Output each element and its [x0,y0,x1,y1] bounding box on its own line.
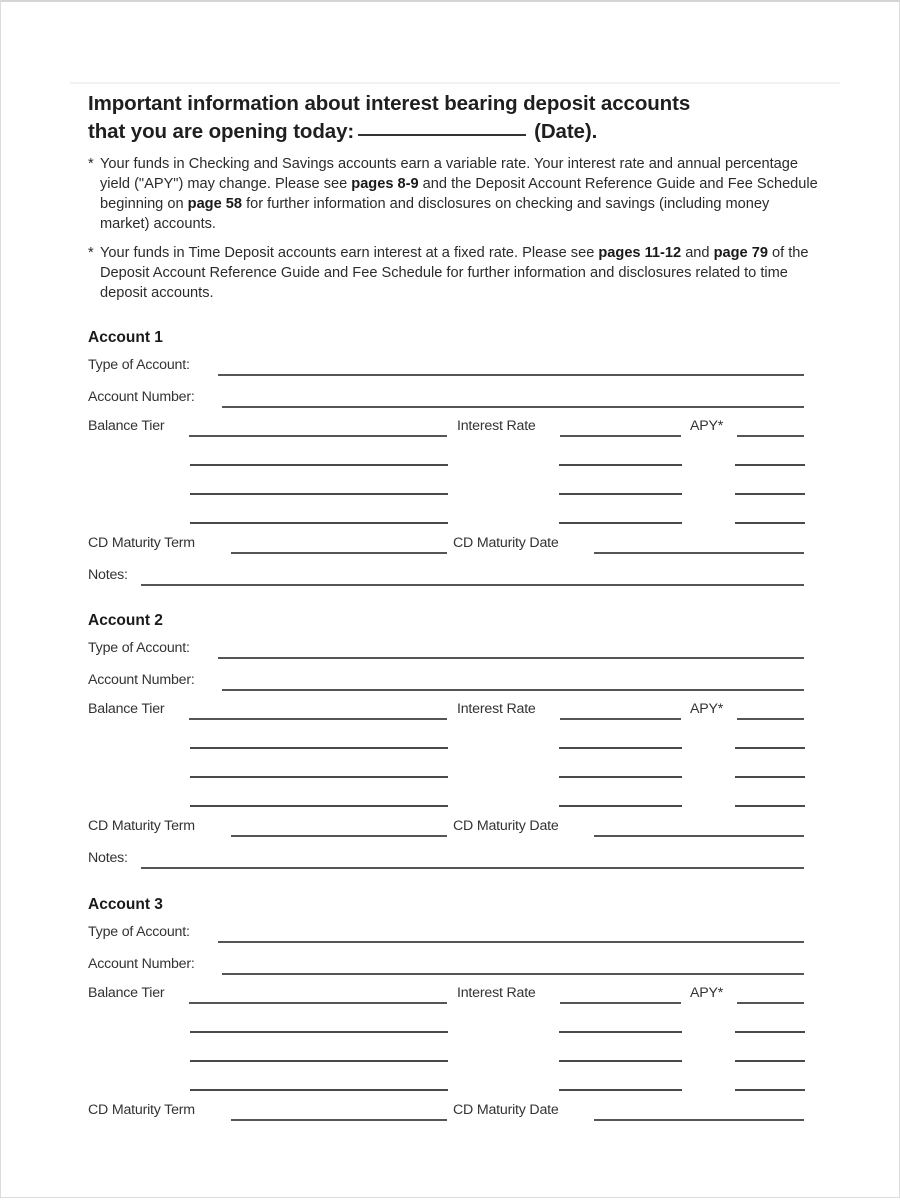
balance-tier-label: Balance Tier [88,701,165,717]
interest-rate-field-3[interactable] [559,776,682,778]
account-number-label: Account Number: [88,672,195,688]
account-title: Account 2 [88,612,163,629]
title-line-2-prefix: that you are opening today: [88,120,355,143]
interest-rate-field-1[interactable] [560,1002,681,1004]
type-of-account-label: Type of Account: [88,357,190,373]
interest-rate-label: Interest Rate [457,985,536,1001]
text-segment-bold: pages 11-12 [598,245,682,261]
balance-tier-field-3[interactable] [190,493,448,495]
bullet-text [88,154,818,234]
date-field[interactable] [358,134,526,136]
cd-maturity-term-field[interactable] [231,552,447,554]
balance-tier-label: Balance Tier [88,985,165,1001]
text-segment-bold: page 58 [187,196,243,212]
balance-tier-field-1[interactable] [189,435,447,437]
account-number-field[interactable] [222,689,804,691]
page-title [88,90,828,146]
notes-label: Notes: [88,567,128,583]
balance-tier-field-2[interactable] [190,747,448,749]
balance-tier-field-3[interactable] [190,1060,448,1062]
apy-label: APY* [690,701,724,717]
interest-rate-field-4[interactable] [559,805,682,807]
apy-field-1[interactable] [737,1002,804,1004]
balance-tier-field-4[interactable] [190,805,448,807]
apy-label: APY* [690,985,724,1001]
cd-maturity-date-label: CD Maturity Date [453,1102,559,1118]
account-number-label: Account Number: [88,956,195,972]
title-line-2 [88,118,828,146]
notes-field[interactable] [141,867,804,869]
text-segment: for further information and disclosures on checking and savings (including money market) accounts. [100,196,770,232]
top-divider [70,82,840,84]
interest-rate-field-3[interactable] [559,1060,682,1062]
cd-maturity-date-label: CD Maturity Date [453,535,559,551]
balance-tier-field-4[interactable] [190,522,448,524]
notes-label: Notes: [88,850,128,866]
apy-field-1[interactable] [737,718,804,720]
interest-rate-field-1[interactable] [560,718,681,720]
balance-tier-field-2[interactable] [190,1031,448,1033]
cd-maturity-term-field[interactable] [231,1119,447,1121]
type-of-account-label: Type of Account: [88,640,190,656]
type-of-account-label: Type of Account: [88,924,190,940]
account-number-field[interactable] [222,406,804,408]
text-segment: Your funds in Checking and Savings accounts earn a variable rate. Your interest rate and annual percentage yield ("APY") may change. Please see [100,156,798,192]
interest-rate-field-3[interactable] [559,493,682,495]
text-segment-bold: pages 8-9 [351,176,419,192]
title-line-2-suffix: (Date). [534,120,598,143]
bullet-star: * [88,156,94,172]
account-number-field[interactable] [222,973,804,975]
type-of-account-field[interactable] [218,941,804,943]
apy-field-4[interactable] [735,522,805,524]
type-of-account-field[interactable] [218,657,804,659]
balance-tier-field-4[interactable] [190,1089,448,1091]
balance-tier-field-3[interactable] [190,776,448,778]
cd-maturity-term-label: CD Maturity Term [88,535,195,551]
disclosure-variable-rate [88,154,818,234]
cd-maturity-term-field[interactable] [231,835,447,837]
apy-field-1[interactable] [737,435,804,437]
cd-maturity-term-label: CD Maturity Term [88,818,195,834]
type-of-account-field[interactable] [218,374,804,376]
cd-maturity-date-field[interactable] [594,835,804,837]
account-title: Account 1 [88,329,163,346]
interest-rate-label: Interest Rate [457,418,536,434]
interest-rate-field-2[interactable] [559,747,682,749]
cd-maturity-date-field[interactable] [594,552,804,554]
apy-field-3[interactable] [735,1060,805,1062]
interest-rate-field-2[interactable] [559,1031,682,1033]
interest-rate-label: Interest Rate [457,701,536,717]
account-title: Account 3 [88,896,163,913]
apy-field-4[interactable] [735,1089,805,1091]
disclosure-fixed-rate [88,243,818,303]
balance-tier-field-1[interactable] [189,718,447,720]
cd-maturity-date-field[interactable] [594,1119,804,1121]
text-segment: of the Deposit Account Reference Guide and Fee Schedule for further information and disclosures related to time deposit accounts. [100,245,809,301]
text-segment-bold: page 79 [713,245,768,261]
apy-field-3[interactable] [735,776,805,778]
text-segment: and the Deposit Account Reference Guide and Fee Schedule beginning on [100,176,818,212]
interest-rate-field-1[interactable] [560,435,681,437]
apy-field-4[interactable] [735,805,805,807]
text-segment: and [681,245,714,261]
notes-field[interactable] [141,584,804,586]
apy-field-2[interactable] [735,747,805,749]
apy-field-2[interactable] [735,1031,805,1033]
bullet-star: * [88,245,94,261]
interest-rate-field-2[interactable] [559,464,682,466]
balance-tier-field-2[interactable] [190,464,448,466]
interest-rate-field-4[interactable] [559,522,682,524]
balance-tier-field-1[interactable] [189,1002,447,1004]
balance-tier-label: Balance Tier [88,418,165,434]
cd-maturity-term-label: CD Maturity Term [88,1102,195,1118]
apy-field-2[interactable] [735,464,805,466]
interest-rate-field-4[interactable] [559,1089,682,1091]
apy-label: APY* [690,418,724,434]
bullet-text [88,243,818,303]
text-segment: Your funds in Time Deposit accounts earn interest at a fixed rate. Please see [100,245,599,261]
cd-maturity-date-label: CD Maturity Date [453,818,559,834]
apy-field-3[interactable] [735,493,805,495]
title-line-1: Important information about interest bearing deposit accounts [88,92,691,115]
account-number-label: Account Number: [88,389,195,405]
